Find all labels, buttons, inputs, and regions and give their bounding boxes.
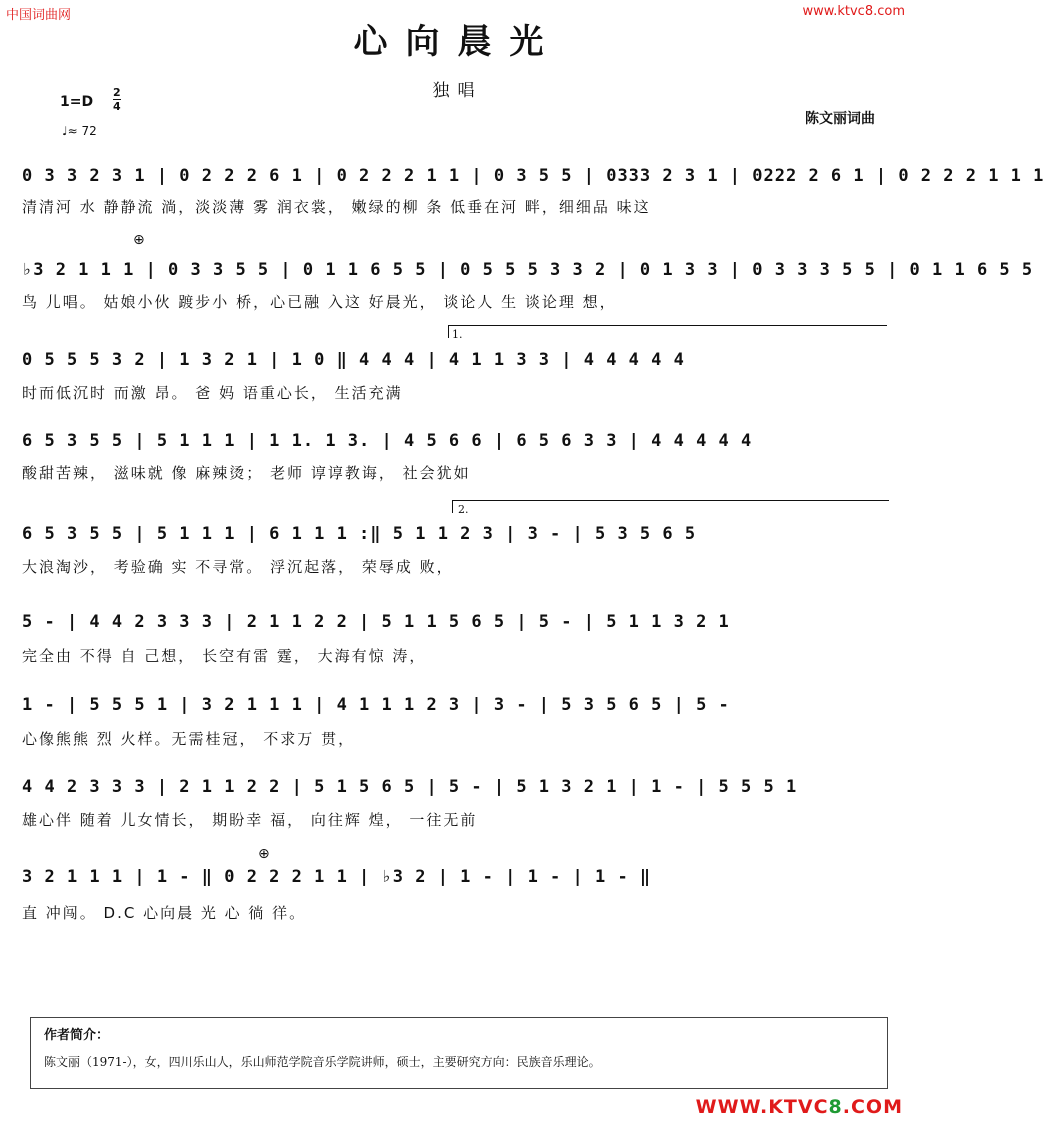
watermark-top-right: www.ktvc8.com — [802, 4, 905, 19]
watermark-bottom-a: WWW.KTVC — [695, 1096, 829, 1118]
notation-line-9: 3 2 1 1 1 | 1 - ‖ 0 2 2 2 1 1 | ♭3 2 | 1 - | 1 - | 1 - ‖ — [22, 867, 652, 887]
notation-line-2: ♭3 2 1 1 1 | 0 3 3 5 5 | 0 1 1 6 5 5 | 0 5 5 5 3 3 2 | 0 1 3 3 | 0 3 3 3 5 5 | 0 1 1 6 5 5 — [22, 260, 1034, 280]
meter-bottom: 4 — [113, 100, 121, 113]
author-bio-text: 陈文丽（1971-），女，四川乐山人，乐山师范学院音乐学院讲师，硕士，主要研究方向：民族音乐理论。 — [44, 1055, 601, 1069]
volta-1-bracket — [448, 325, 887, 338]
watermark-bottom-c: .COM — [842, 1096, 903, 1118]
composer-credit: 陈文丽词曲 — [805, 111, 875, 127]
volta-2-label: 2. — [458, 503, 469, 516]
coda-sign-icon: ⊕ — [133, 232, 145, 248]
meter-top: 2 — [113, 86, 121, 99]
song-title: 心向晨光 — [353, 22, 562, 62]
key-signature: 1=D — [60, 94, 94, 110]
lyrics-line-7: 心像熊熊 烈 火样。无需桂冠， 不求万 贯， — [22, 730, 356, 748]
watermark-top-left: 中国词曲网 — [6, 8, 72, 23]
tempo-marking: ♩≈ 72 — [62, 124, 97, 138]
song-subtitle: 独唱 — [432, 81, 483, 101]
watermark-bottom — [696, 1096, 903, 1118]
notation-line-7: 1 - | 5 5 5 1 | 3 2 1 1 1 | 4 1 1 1 2 3 | 3 - | 5 3 5 6 5 | 5 - — [22, 695, 730, 715]
volta-2-bracket — [452, 500, 889, 513]
lyrics-line-6: 完全由 不得 自 己想， 长空有雷 霆， 大海有惊 涛， — [22, 647, 427, 665]
time-signature — [113, 86, 121, 113]
notation-line-5: 6 5 3 5 5 | 5 1 1 1 | 6 1 1 1 :‖ 5 1 1 2 3 | 3 - | 5 3 5 6 5 — [22, 524, 697, 544]
lyrics-line-5: 大浪淘沙， 考验确 实 不寻常。 浮沉起落， 荣辱成 败， — [22, 558, 454, 576]
author-bio-heading: 作者简介： — [44, 1028, 110, 1043]
watermark-bottom-b: 8 — [828, 1096, 843, 1118]
lyrics-line-2: 鸟 儿唱。 姑娘小伙 踱步小 桥，心已融 入这 好晨光， 谈论人 生 谈论理 想， — [22, 293, 617, 311]
lyrics-line-3: 时而低沉时 而激 昂。 爸 妈 语重心长， 生活充满 — [22, 384, 403, 402]
notation-line-4: 6 5 3 5 5 | 5 1 1 1 | 1 1. 1 3. | 4 5 6 6 | 6 5 6 3 3 | 4 4 4 4 4 — [22, 431, 753, 451]
lyrics-line-8: 雄心伴 随着 儿女情长， 期盼幸 福， 向往辉 煌， 一往无前 — [22, 811, 478, 829]
lyrics-line-1: 清清河 水 静静流 淌，淡淡薄 雾 润衣裳， 嫩绿的柳 条 低垂在河 畔，细细品 味这 — [22, 198, 651, 216]
coda-sign-icon: ⊕ — [258, 846, 270, 862]
notation-line-3: 0 5 5 5 3 2 | 1 3 2 1 | 1 0 ‖ 4 4 4 | 4 1 1 3 3 | 4 4 4 4 4 — [22, 350, 685, 370]
lyrics-line-4: 酸甜苦辣， 滋味就 像 麻辣烫； 老师 谆谆教诲， 社会犹如 — [22, 464, 471, 482]
notation-line-1: 0 3 3 2 3 1 | 0 2 2 2 6 1 | 0 2 2 2 1 1 | 0 3 5 5 | 0333 2 3 1 | 0222 2 6 1 | 0 2 2 2 1 1 1 — [22, 166, 1044, 186]
notation-line-8: 4 4 2 3 3 3 | 2 1 1 2 2 | 5 1 5 6 5 | 5 - | 5 1 3 2 1 | 1 - | 5 5 5 1 — [22, 777, 798, 797]
notation-line-6: 5 - | 4 4 2 3 3 3 | 2 1 1 2 2 | 5 1 1 5 6 5 | 5 - | 5 1 1 3 2 1 — [22, 612, 730, 632]
lyrics-line-9: 直 冲闯。 D.C 心向晨 光 心 徜 徉。 — [22, 904, 307, 922]
volta-1-label: 1. — [452, 328, 463, 341]
